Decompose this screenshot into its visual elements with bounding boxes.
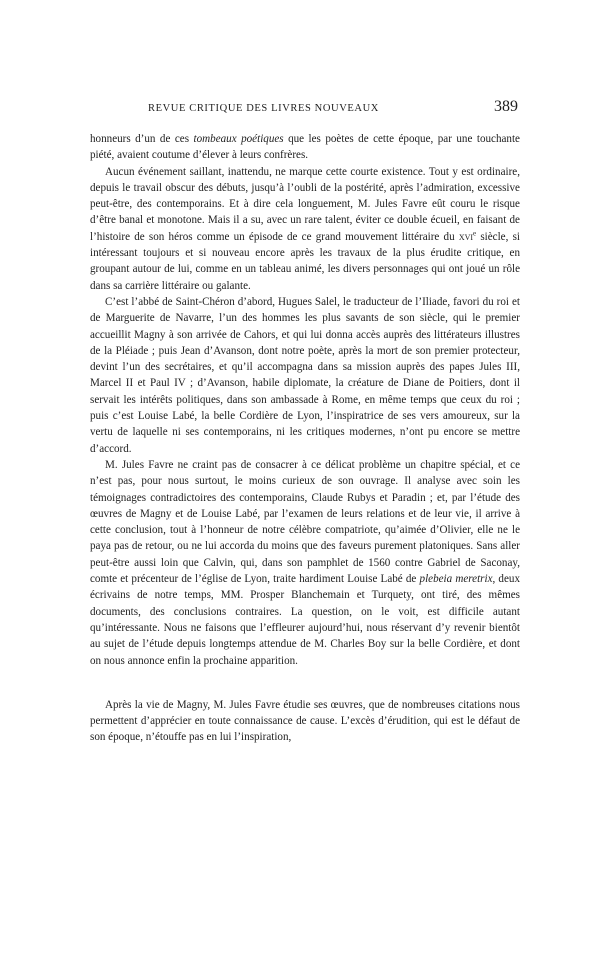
paragraph-5: Après la vie de Magny, M. Jules Favre étudie ses œuvres, que de nombreuses citations nous permettent d’apprécier en toute connaissance de cause. L’excès d’érudition, qui est le défaut de son époque, n’étouffe pas en lui l’inspiration,: [90, 698, 520, 744]
running-title: REVUE CRITIQUE DES LIVRES NOUVEAUX: [148, 103, 379, 114]
running-head: [90, 100, 520, 120]
paragraph-4: M. Jules Favre ne craint pas de consacrer à ce délicat problème un chapitre spécial, et ce n’est pas, pour nous surtout, le moins curieux de son ouvrage. Il analyse avec soin les témoignages contradictoires des contemporains, Claude Rubys et Paradin ; et, par l’étude des œuvres de Magny et de Louise Labé, par l’examen de leurs relations et de leur vie, il arrive à cette conclusion, tout à l’honneur de notre célèbre compatriote, qu’aimée d’Olivier, elle ne le paya pas de retour, ou ne lui accorda du moins que des faveurs purement platoniques. Sans aller peut-être aussi loin que Calvin, qui, dans son pamphlet de 1560 contre Gabriel de Saconay, comte et précenteur de l’église de Lyon, traite hardiment Louise Labé de plebeia meretrix, deux écrivains de notre temps, MM. Prosper Blanchemain et Turquety, ont tiré, des mêmes documents, des conclusions contraires. La question, on le voit, est difficile autant qu’intéressante. Nous ne faisons que l’effleurer aujourd’hui, nous réservant d’y revenir bientôt au sujet de l’étude depuis longtemps attendue de M. Charles Boy sur la belle Cordière, et dont on nous annonce enfin la prochaine apparition.: [90, 458, 520, 667]
paragraph-2: Aucun événement saillant, inattendu, ne marque cette courte existence. Tout y est ordinaire, depuis le travail obscur des débuts, jusqu’à l’oubli de la postérité, après l’admiration, excessive peut-être, des contemporains. Et à dire cela longuement, M. Jules Favre eût couru le risque d’être banal et monotone. Mais il a su, avec un rare talent, éviter ce double écueil, en faisant de l’histoire de son héros comme un épisode de ce grand mouvement littéraire du xvi$^e$ siècle, si intéressant toujours et si nouveau encore après les travaux de la plus érudite critique, en groupant autour de lui, comme en un tableau animé, les divers personnages qui ont joué un rôle dans sa carrière littéraire ou galante.: [90, 165, 520, 292]
page-number: 389: [494, 98, 518, 115]
paragraph-3: C’est l’abbé de Saint-Chéron d’abord, Hugues Salel, le traducteur de l’Iliade, favori du roi et de Marguerite de Navarre, l’un des hommes les plus savants de son siècle, qui le premier accueillit Magny à son arrivée de Cahors, et qui lui donna accès auprès des littérateurs illustres de la Pléiade ; puis Jean d’Avanson, dont notre poète, après la mort de son premier protecteur, devint l’un des secrétaires, et qu’il accompagna dans sa mission auprès des papes Jules III, Marcel II et Paul IV ; d’Avanson, habile diplomate, la créature de Diane de Poitiers, dont il servait les intérêts politiques, dans son ambassade à Rome, en même temps que ceux du roi ; puis c’est Louise Labé, la belle Cordière de Lyon, l’inspiratrice de ses vers amoureux, sur la vertu de laquelle ni ses contemporains, ni les critiques modernes, n’ont pu encore se mettre d’accord.: [90, 295, 520, 455]
plebeia-meretrix-italic: plebeia meretrix: [419, 573, 493, 586]
tombeaux-poetiques-italic: tombeaux poétiques: [193, 133, 284, 145]
century-numeral: xvi: [458, 230, 474, 243]
body-text: [90, 131, 520, 746]
century-superscript: e: [473, 229, 477, 238]
paragraph-1: honneurs d’un de ces tombeaux poétiques que les poètes de cette époque, par une touchante piété, avaient coutume d’élever à leurs confrères.: [90, 133, 520, 162]
